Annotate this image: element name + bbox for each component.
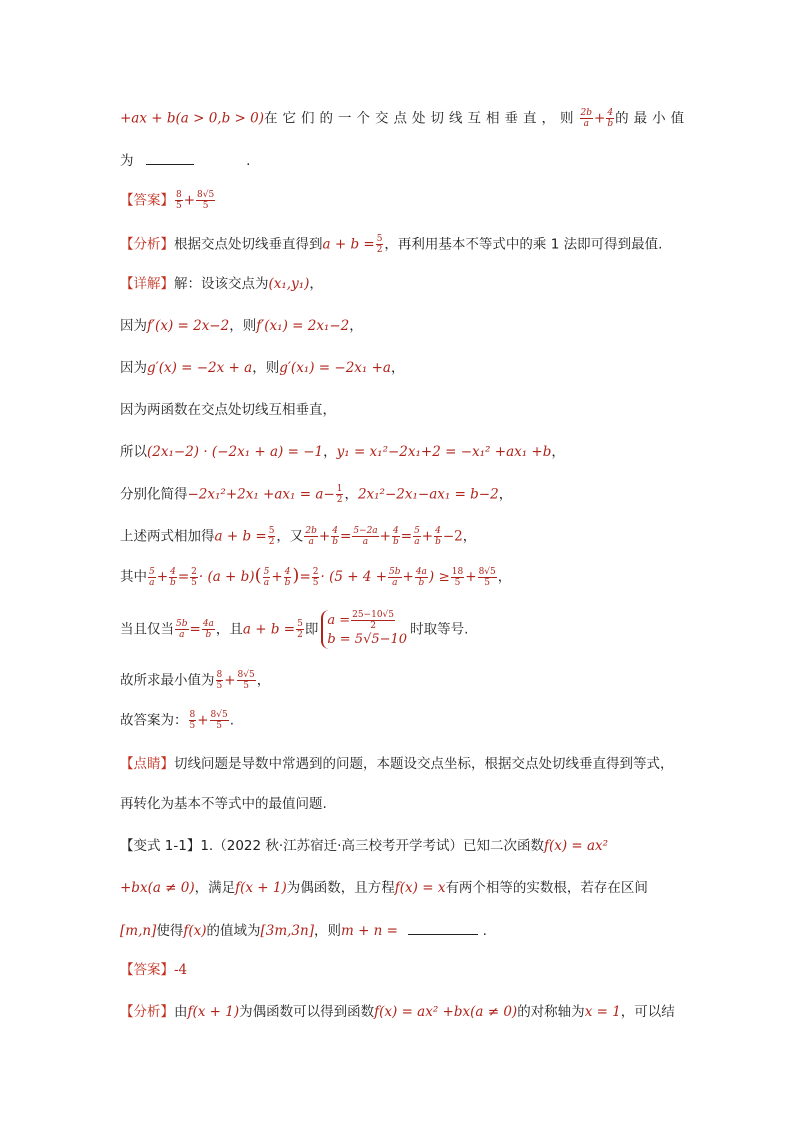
plus: + <box>465 569 477 585</box>
math-expr: f′(x₁) = 2x₁−2 <box>256 318 350 334</box>
equation-system: a = $\frac{25-10√5}{2}$ b = 5√5−10 <box>321 610 407 649</box>
plus: + <box>271 569 283 585</box>
fraction: $\frac{4}{b}$ <box>332 526 338 547</box>
plus: + <box>402 569 414 585</box>
fraction: $\frac{4a}{b}$ <box>415 566 427 588</box>
answer-value: -4 <box>174 962 188 978</box>
text: ， <box>462 528 477 545</box>
text: 其中 <box>120 569 147 585</box>
math-expr: f(x + 1) <box>235 880 287 896</box>
fraction: $\frac{5-2a}{a}$ <box>353 526 378 547</box>
problem-line-1 <box>120 108 690 129</box>
math-expr: (x₁,y₁) <box>268 276 310 292</box>
math-expr: a + b = <box>214 528 267 545</box>
text: ，可以结 <box>620 1004 675 1020</box>
text: 时取等号. <box>410 621 469 638</box>
fraction: $\frac{5}{2}$ <box>297 619 303 640</box>
math-expr: a + b = <box>242 621 296 638</box>
text: ， <box>349 318 363 334</box>
text: ，又 <box>276 528 304 545</box>
equals: = <box>189 621 201 638</box>
fraction: $\frac{4}{b}$ <box>435 526 441 547</box>
text: 使得 <box>156 923 184 939</box>
answer-line <box>120 190 680 211</box>
comment-line-2 <box>120 794 680 814</box>
derivative-f-line <box>120 316 680 336</box>
text: 解：设该交点为 <box>174 276 269 292</box>
text: 为偶函数，且方程 <box>286 880 395 896</box>
math-expr: f(x) = x <box>394 880 446 896</box>
perpendicular-line <box>120 400 680 420</box>
math-expr: 2x₁²−2x₁−ax₁ = b−2 <box>357 486 499 503</box>
fraction: $\frac{5}{a}$ <box>149 566 155 588</box>
sum-line <box>120 526 680 547</box>
equals: = <box>177 569 190 585</box>
math-expr: +ax + b(a > 0,b > 0) <box>120 110 264 127</box>
text: 切线问题是导数中常遇到的问题，本题设交点坐标，根据交点处切线垂直得到等式， <box>174 756 674 772</box>
plus: + <box>594 110 606 127</box>
so-line <box>120 442 680 462</box>
fraction: $\frac{8√5}{5}$ <box>197 190 215 211</box>
math-expr: · (a + b) <box>198 569 255 585</box>
text: 由 <box>174 1004 188 1020</box>
period: . <box>246 153 251 169</box>
text: 的最小值 <box>615 110 690 127</box>
problem-line-2 <box>120 150 680 171</box>
math-expr: f(x) = ax² <box>543 838 609 854</box>
equals: = <box>299 569 311 585</box>
math-expr: −2x₁²+2x₁ +ax₁ = a− <box>187 486 335 503</box>
problem-number: 1. <box>200 838 214 854</box>
math-expr: · (5 + 4 + <box>320 569 388 585</box>
math-expr: m + n = <box>340 923 398 939</box>
text: 故答案为： <box>120 712 188 729</box>
text: ，且 <box>215 621 243 638</box>
text: ，则 <box>313 923 341 939</box>
inequality-line: 其中 $\frac{5}{a}$ + $\frac{4}{b}$ = $\frac{2}{5}$ · (a + b)( $\frac{5}{a}$ + $\frac{4}{b}$ )= $\frac{2}{5}$ · (5 + 4 + $\frac{5b}{a}$ + $\frac{4a}{b}$ ) ≥ $\frac{18}{5}$ + $\frac{8√5}{5}$ ， <box>120 565 512 588</box>
plus: + <box>318 528 331 545</box>
analysis-line <box>120 234 680 255</box>
answer-tag: 【答案】 <box>120 962 174 978</box>
math-expr: g′(x) = −2x + a <box>147 360 253 376</box>
detail-tag: 【详解】 <box>120 276 174 292</box>
text: ， <box>497 569 512 585</box>
text: 所以 <box>120 444 147 460</box>
variant-line-2 <box>120 878 680 898</box>
text: ，则 <box>252 360 280 376</box>
fraction: $\frac{1}{2}$ <box>336 484 343 505</box>
math-expr: f′(x) = 2x−2 <box>147 318 230 334</box>
fraction: $\frac{4}{b}$ <box>392 526 399 547</box>
text: 即 <box>304 621 319 638</box>
answer-blank <box>408 920 478 935</box>
math-expr: x = 1 <box>584 1004 621 1020</box>
equality-condition-line <box>120 610 680 649</box>
fraction: $\frac{8√5}{5}$ <box>478 566 496 588</box>
text: 当且仅当 <box>120 621 174 638</box>
text: 上述两式相加得 <box>120 528 215 545</box>
fraction: $\frac{2}{5}$ <box>312 566 319 588</box>
math-expr: f(x + 1) <box>187 1004 240 1020</box>
variant-line-1 <box>120 836 680 856</box>
math-expr: g′(x₁) = −2x₁ +a <box>279 360 391 376</box>
fraction: $\frac{5}{a}$ <box>414 526 420 547</box>
equals: = <box>340 528 352 545</box>
answer-line-2 <box>120 960 680 980</box>
math-expr: f(x) <box>183 923 207 939</box>
text: ， <box>344 486 358 503</box>
text: ，再利用基本不等式中的乘 1 法即可得到最值. <box>384 236 663 253</box>
fraction: $\frac{2b}{a}$ <box>580 108 592 129</box>
comment-line-1 <box>120 754 680 774</box>
text: 再转化为基本不等式中的最值问题. <box>120 796 327 812</box>
min-value-line <box>120 670 680 691</box>
math-expr: (2x₁−2) · (−2x₁ + a) = −1 <box>147 444 324 460</box>
fraction: $\frac{4a}{b}$ <box>202 619 214 640</box>
analysis-tag: 【分析】 <box>120 1004 174 1020</box>
comment-tag: 【点睛】 <box>120 756 174 772</box>
fraction: $\frac{5}{2}$ <box>376 234 383 255</box>
math-expr: f(x) = ax² +bx(a ≠ 0) <box>374 1004 518 1020</box>
text: 因为两函数在交点处切线互相垂直， <box>120 402 336 418</box>
fraction: $\frac{4}{b}$ <box>607 108 614 129</box>
fraction: $\frac{5}{a}$ <box>263 566 270 588</box>
math-expr: ) ≥ <box>428 569 450 585</box>
equals: = <box>400 528 413 545</box>
text: ， <box>498 486 513 503</box>
fraction: $\frac{8√5}{5}$ <box>237 670 255 691</box>
fraction: $\frac{2}{5}$ <box>191 566 197 588</box>
answer-blank <box>146 150 194 165</box>
plus: + <box>156 569 169 585</box>
fraction: $\frac{2b}{a}$ <box>305 526 317 547</box>
text: ，满足 <box>194 880 236 896</box>
fraction: $\frac{8√5}{5}$ <box>210 710 228 731</box>
detail-line <box>120 274 680 294</box>
text: ，则 <box>229 318 257 334</box>
text: 的对称轴为 <box>517 1004 585 1020</box>
math-expr: y₁ = x₁²−2x₁+2 = −x₁² +ax₁ +b <box>336 444 552 460</box>
fraction: $\frac{5b}{a}$ <box>176 619 188 640</box>
math-expr: [m,n] <box>120 923 157 939</box>
fraction: $\frac{5b}{a}$ <box>389 566 401 588</box>
simplify-line <box>120 484 680 505</box>
text: 为 <box>120 153 134 169</box>
text: . <box>229 712 235 729</box>
text: ， <box>256 672 271 689</box>
text: 的值域为 <box>206 923 261 939</box>
text: 在它们的一个交点处切线互相垂直，则 <box>264 110 579 127</box>
variant-tag: 【变式 1-1】 <box>120 838 201 854</box>
fraction: $\frac{5}{2}$ <box>268 526 275 547</box>
fraction: $\frac{4}{b}$ <box>170 566 176 588</box>
final-answer-line <box>120 710 680 731</box>
text: 根据交点处切线垂直得到 <box>174 236 323 253</box>
plus: + <box>421 528 434 545</box>
fraction: $\frac{8}{5}$ <box>189 710 196 731</box>
plus: + <box>379 528 391 545</box>
plus: + <box>197 712 209 729</box>
fraction: $\frac{8}{5}$ <box>216 670 223 691</box>
analysis-tag: 【分析】 <box>120 236 174 253</box>
text: 有两个相等的实数根，若存在区间 <box>445 880 648 896</box>
variant-line-3 <box>120 920 680 941</box>
plus: + <box>183 192 196 209</box>
period: . <box>482 923 487 939</box>
text: 分别化简得 <box>120 486 188 503</box>
math-expr: a + b = <box>322 236 375 253</box>
text: 因为 <box>120 318 147 334</box>
text: ， <box>323 444 337 460</box>
text: ， <box>390 360 405 376</box>
fraction: $\frac{4}{b}$ <box>284 566 291 588</box>
text: 故所求最小值为 <box>120 672 215 689</box>
text: 为偶函数可以得到函数 <box>239 1004 375 1020</box>
answer-tag: 【答案】 <box>120 192 174 209</box>
problem-source: （2022 秋·江苏宿迁·高三校考开学考试） <box>213 838 463 854</box>
math-expr: +bx(a ≠ 0) <box>120 880 195 896</box>
text: ， <box>309 276 323 292</box>
fraction: $\frac{18}{5}$ <box>451 566 464 588</box>
math-expr: −2 <box>442 528 463 545</box>
analysis-line-2 <box>120 1002 680 1022</box>
text: ， <box>551 444 565 460</box>
fraction: $\frac{8}{5}$ <box>176 190 182 211</box>
plus: + <box>224 672 236 689</box>
text: 因为 <box>120 360 147 376</box>
math-expr: [3m,3n] <box>260 923 314 939</box>
derivative-g-line <box>120 358 680 378</box>
text: 已知二次函数 <box>462 838 544 854</box>
